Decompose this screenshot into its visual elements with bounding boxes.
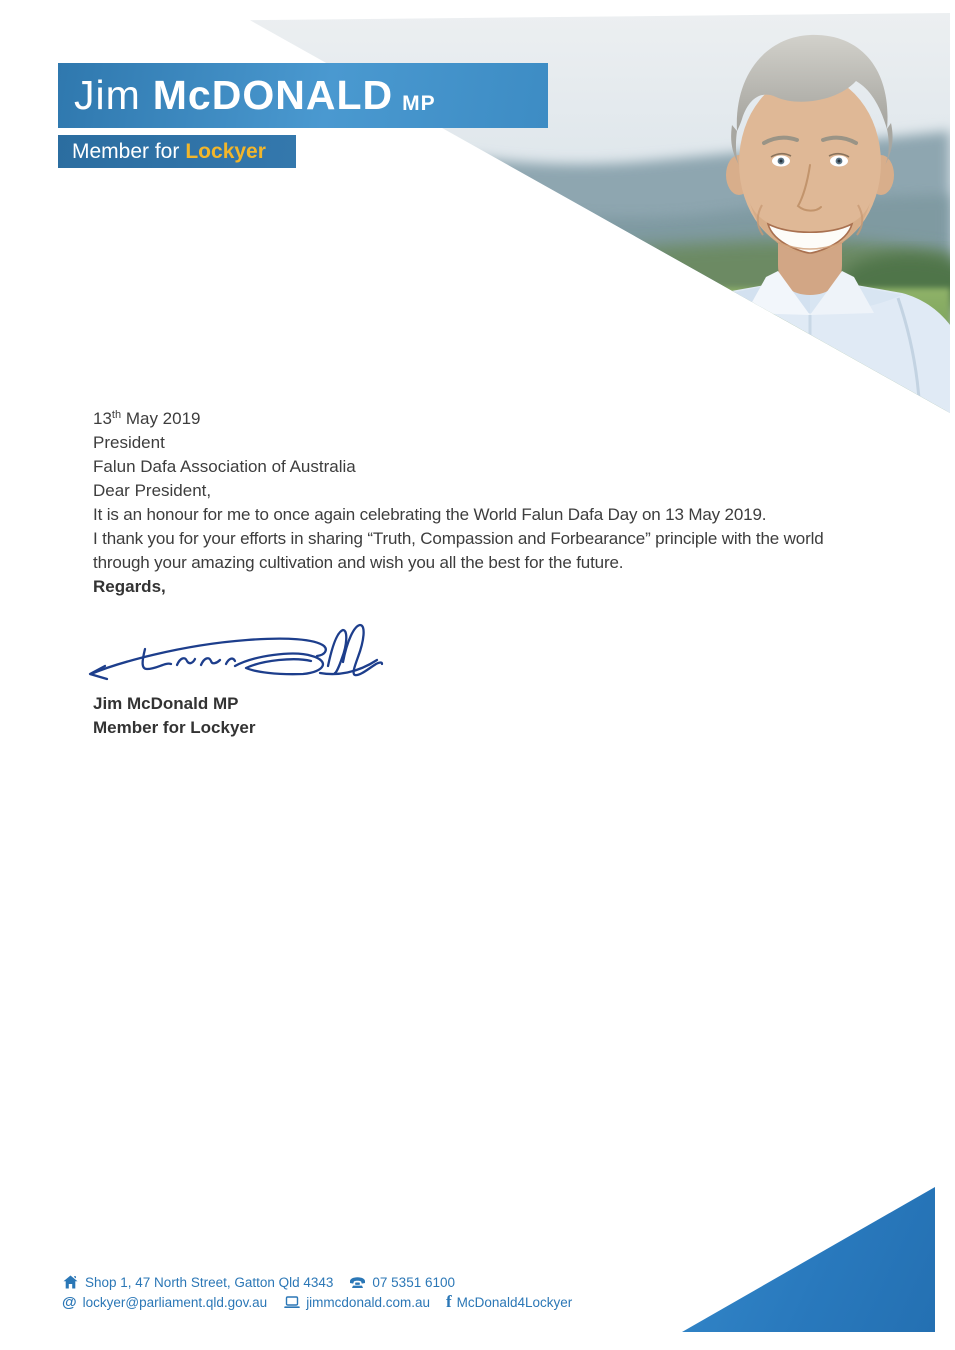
signature-ink	[85, 617, 385, 692]
website-item	[283, 1295, 430, 1310]
laptop-icon	[283, 1296, 300, 1309]
signature	[85, 617, 385, 692]
website-text: jimmcdonald.com.au	[306, 1294, 430, 1310]
email-text: lockyer@parliament.qld.gov.au	[82, 1294, 268, 1310]
address-item	[62, 1275, 333, 1290]
footer-row-2	[62, 1292, 588, 1312]
footer-contact	[62, 1272, 588, 1312]
first-name: Jim	[74, 72, 141, 118]
facebook-item	[446, 1292, 572, 1312]
date-line	[93, 403, 835, 431]
mp-suffix: MP	[402, 92, 436, 115]
phone-icon	[349, 1276, 366, 1289]
name-banner	[58, 63, 548, 128]
signatory-title: Member for Lockyer	[93, 718, 256, 737]
footer-triangle-graphic	[682, 1187, 935, 1332]
paragraph-2: I thank you for your efforts in sharing “Truth, Compassion and Forbearance” principle with the world through your amazing cultivation and wish you all the best for the future.	[93, 529, 824, 572]
recipient-organisation: Falun Dafa Association of Australia	[93, 457, 356, 476]
letter-body	[93, 403, 835, 740]
date-day: 13	[93, 409, 112, 428]
at-icon: @	[62, 1293, 77, 1311]
house-icon	[62, 1275, 79, 1289]
recipient-title: President	[93, 433, 165, 452]
facebook-text: McDonald4Lockyer	[456, 1294, 573, 1310]
email-item	[62, 1294, 267, 1311]
footer-row-1	[62, 1272, 588, 1292]
last-name: McDONALD	[152, 72, 394, 118]
signatory-name: Jim McDonald MP	[93, 694, 239, 713]
phone-item	[349, 1275, 455, 1290]
date-ordinal: th	[111, 409, 122, 421]
salutation: Dear President,	[93, 481, 212, 500]
address-text: Shop 1, 47 North Street, Gatton Qld 4343	[85, 1274, 334, 1290]
electorate-prefix: Member for	[72, 139, 180, 163]
recipient-block	[93, 431, 835, 479]
electorate-name: Lockyer	[185, 139, 266, 163]
phone-text: 07 5351 6100	[372, 1274, 455, 1290]
closing: Regards,	[93, 577, 166, 596]
date-rest: May 2019	[121, 409, 201, 428]
electorate-banner	[58, 135, 296, 168]
facebook-icon: f	[446, 1292, 452, 1311]
paragraph-1: It is an honour for me to once again celebrating the World Falun Dafa Day on 13 May 2019.	[93, 505, 767, 524]
signatory-block	[93, 692, 835, 740]
